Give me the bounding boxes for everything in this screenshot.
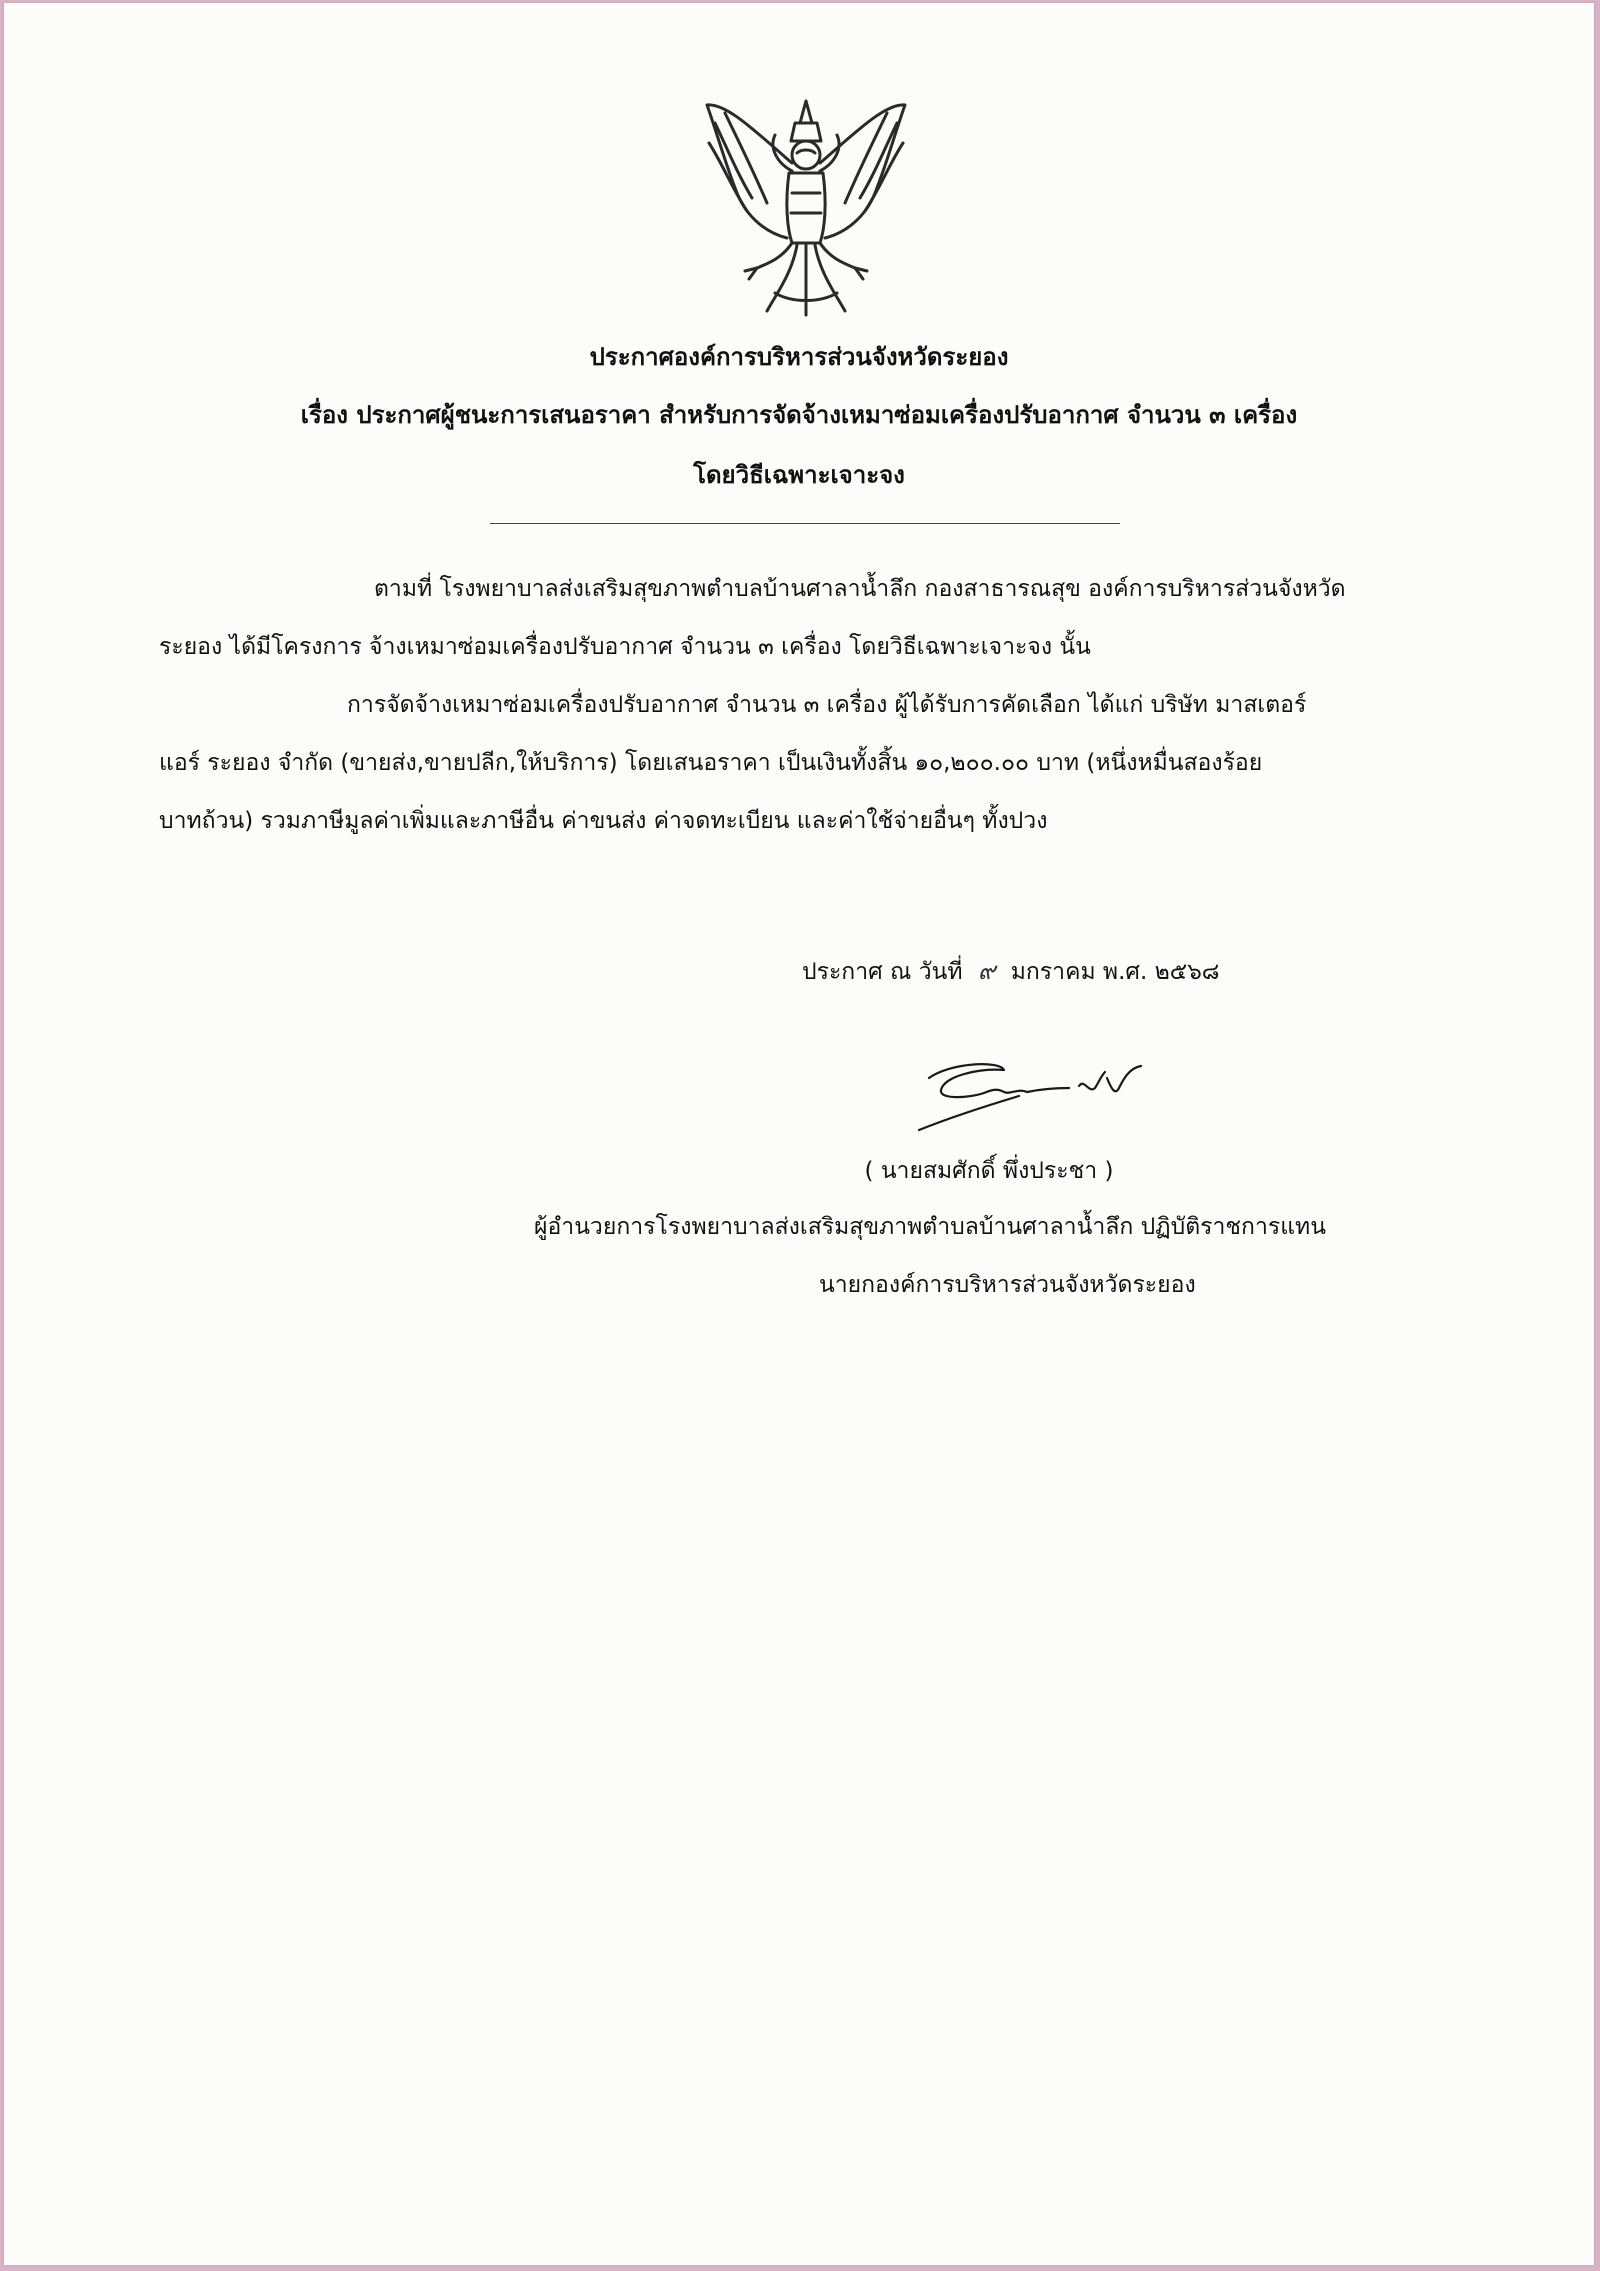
garuda-emblem — [697, 93, 915, 321]
body-line: ระยอง ได้มีโครงการ จ้างเหมาซ่อมเครื่องปรับอากาศ จำนวน ๓ เครื่อง โดยวิธีเฉพาะเจาะจง นั้น — [159, 634, 1091, 660]
signatory-organization: นายกองค์การบริหารส่วนจังหวัดระยอง — [819, 1272, 1196, 1298]
document-page — [4, 3, 1594, 2265]
title-divider — [490, 523, 1120, 524]
announcement-title: ประกาศองค์การบริหารส่วนจังหวัดระยอง — [589, 343, 1009, 371]
body-line: การจัดจ้างเหมาซ่อมเครื่องปรับอากาศ จำนวน ๓ เครื่อง ผู้ได้รับการคัดเลือก ได้แก่ บริษัท มาสเตอร์ — [347, 692, 1307, 718]
announcement-date — [802, 951, 1220, 990]
announcement-method: โดยวิธีเฉพาะเจาะจง — [693, 461, 905, 489]
body-line: แอร์ ระยอง จำกัด (ขายส่ง,ขายปลีก,ให้บริการ) โดยเสนอราคา เป็นเงินทั้งสิ้น ๑๐,๒๐๐.๐๐ บาท (หนึ่งหมื่นสองร้อย — [159, 750, 1263, 776]
date-suffix: มกราคม พ.ศ. ๒๕๖๘ — [1010, 959, 1220, 985]
announcement-subject: เรื่อง ประกาศผู้ชนะการเสนอราคา สำหรับการจัดจ้างเหมาซ่อมเครื่องปรับอากาศ จำนวน ๓ เครื่อง — [300, 401, 1298, 429]
signatory-name: ( นายสมศักดิ์ พึ่งประชา ) — [864, 1158, 1114, 1184]
date-prefix: ประกาศ ณ วันที่ — [802, 959, 963, 985]
body-line: บาทถ้วน) รวมภาษีมูลค่าเพิ่มและภาษีอื่น ค่าขนส่ง ค่าจดทะเบียน และค่าใช้จ่ายอื่นๆ ทั้งปวง — [159, 808, 1048, 834]
date-day-handwritten: ๙ — [977, 957, 996, 985]
body-line: ตามที่ โรงพยาบาลส่งเสริมสุขภาพตำบลบ้านศาลาน้ำลึก กองสาธารณสุข องค์การบริหารส่วนจังหวัด — [374, 576, 1346, 602]
signatory-position: ผู้อำนวยการโรงพยาบาลส่งเสริมสุขภาพตำบลบ้านศาลาน้ำลึก ปฏิบัติราชการแทน — [534, 1214, 1326, 1240]
handwritten-signature — [909, 1048, 1179, 1138]
